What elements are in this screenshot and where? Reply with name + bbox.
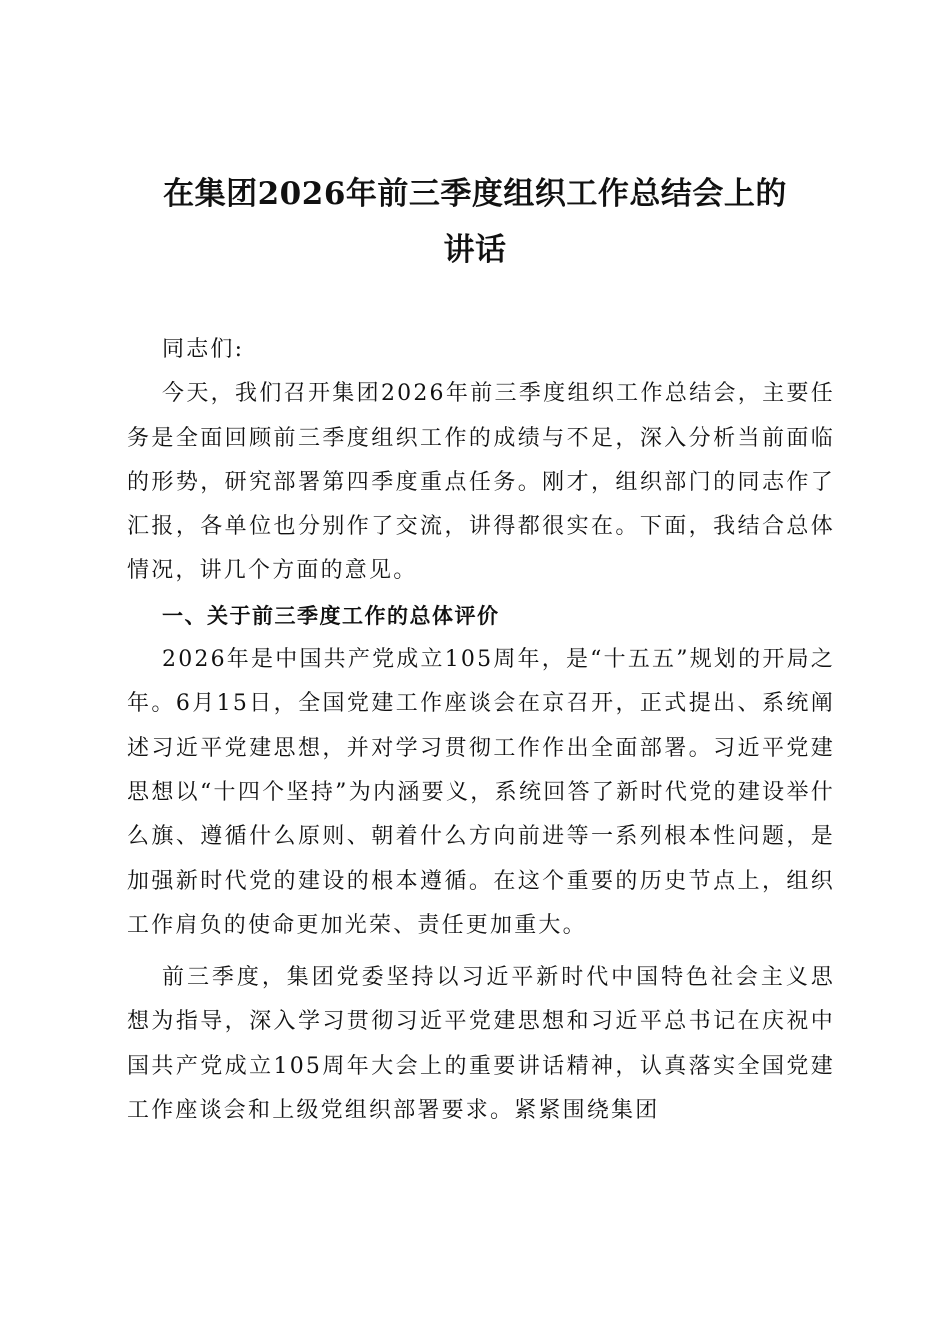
salutation: 同志们: <box>162 337 245 362</box>
section-heading-1: 一、关于前三季度工作的总体评价 <box>162 603 500 628</box>
title-line-2: 讲话 <box>443 232 507 268</box>
document-title <box>120 166 830 278</box>
paragraph-section1-2: 前三季度，集团党委坚持以习近平新时代中国特色社会主义思想为指导，深入学习贯彻习近平党建思想和习近平总书记在庆祝中国共产党成立105周年大会上的重要讲话精神，认真落实全国党建工作座谈会和上级党组织部署要求。紧紧围绕集团 <box>127 965 835 1124</box>
paragraph-intro: 今天，我们召开集团2026年前三季度组织工作总结会，主要任务是全面回顾前三季度组织工作的成绩与不足，深入分析当前面临的形势，研究部署第四季度重点任务。刚才，组织部门的同志作了汇报，各单位也分别作了交流，讲得都很实在。下面，我结合总体情况，讲几个方面的意见。 <box>127 381 835 584</box>
document-body <box>127 328 835 1133</box>
paragraph-section1-1: 2026年是中国共产党成立105周年，是“十五五”规划的开局之年。6月15日，全国党建工作座谈会在京召开，正式提出、系统阐述习近平党建思想，并对学习贯彻工作作出全面部署。习近平党建思想以“十四个坚持”为内涵要义，系统回答了新时代党的建设举什么旗、遵循什么原则、朝着什么方向前进等一系列根本性问题，是加强新时代党的建设的根本遵循。在这个重要的历史节点上，组织工作肩负的使命更加光荣、责任更加重大。 <box>127 647 835 938</box>
paragraph-gap <box>127 948 835 956</box>
title-line-1: 在集团2026年前三季度组织工作总结会上的 <box>163 176 787 212</box>
